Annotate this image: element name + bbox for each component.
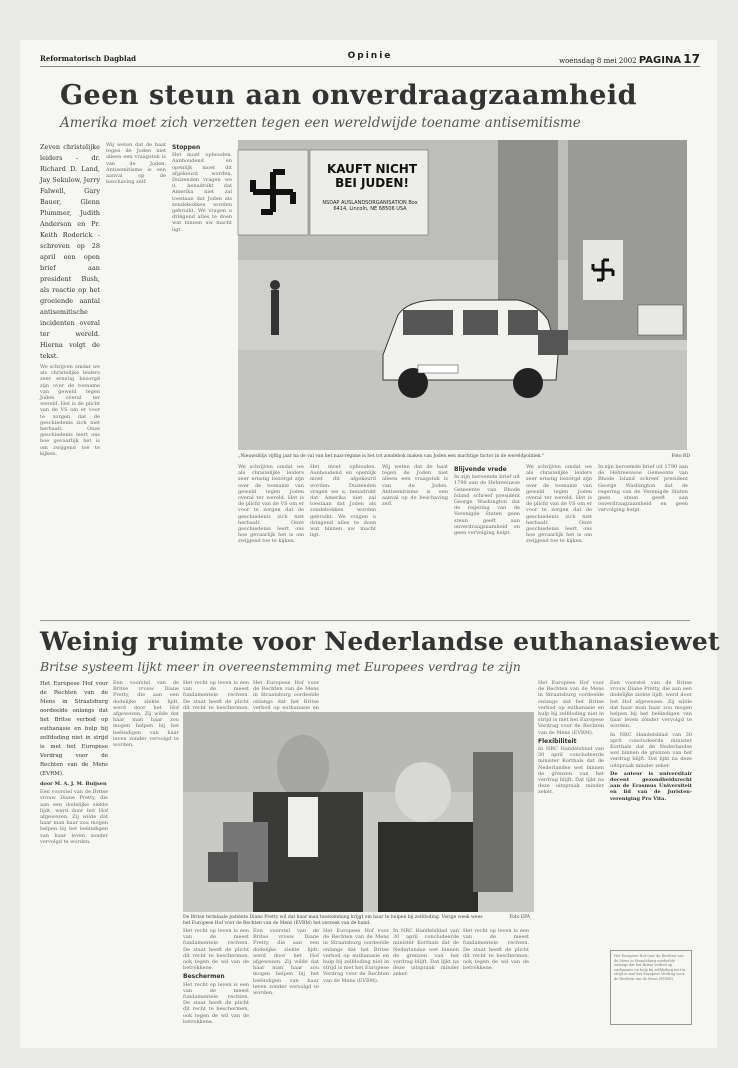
- editorial-info-text: Het Europese Hof voor de Rechten van de Mens in Straatsburg oordeelde onlangs dat het Britse verbod op euthanasie en hulp bij zelfdoding niet in strijd is met het Europese Verdrag voor de Rechten van de Mens (EVRM).: [614, 954, 686, 981]
- article1-body2-cont: Het moet ophouden. Aanhoudend en openlijk moet dit afgekeurd worden. Duizenden vragen we u, benadrukt dat Amerika niet zal toestaan dat Joden als zondebokken worden gebruikt. We vragen u dringend alles te doen wat binnen uw macht ligt.: [310, 464, 376, 539]
- article2-column-6b: [393, 928, 459, 1040]
- article2-body1-top: Het Europese Hof voor de Rechten van de Mens in Straatsburg oordeelde onlangs dat het Britse verbod op euthanasie en: [253, 680, 319, 711]
- article1-column-8: [526, 464, 592, 614]
- article2-body3-c: Het recht op leven is een van de meest fundamentele rechten. De staat heeft de plicht dit recht te beschermen, ook tegen de wil van de betrokkene.: [463, 928, 529, 972]
- article2-column-3: [183, 680, 249, 710]
- article1-photo-caption: „Nieuwsblijs vijftig jaar na de val van het nazi-regime is het tot zondebok maken van Joden een machtige factor in de wereldpolitiek.": [238, 454, 544, 459]
- article1-column-9: [598, 464, 688, 614]
- article2-heading-flexibiliteit: Flexibiliteit: [538, 737, 577, 745]
- article2-column-1: [40, 680, 108, 1040]
- page-label: PAGINA: [638, 55, 682, 66]
- article2-body2-cont: Een voorstel van de Britse vrouw Diane Pretty, die aan een dodelijke ziekte lijdt, werd door het Hof afgewezen. Zij wilde dat haar man haar zou mogen helpen bij het beëindigen van haar leven zonder vervolgd te worden.: [113, 680, 179, 749]
- article2-column-8: [538, 680, 604, 1040]
- article1-column-5: [310, 464, 376, 614]
- article2-column-4b: [253, 928, 319, 1040]
- page-header: [40, 50, 700, 67]
- article1-body3-cont: Wij weten dat de haat tegen de Joden niet alleen een vraagstuk is van de Joden. Antisemitisme is een aanval op de beschaving zelf.: [382, 464, 448, 508]
- article2-body1-c: Het Europese Hof voor de Rechten van de Mens in Straatsburg oordeelde onlangs dat het Britse verbod op euthanasie en hulp bij zelfdoding niet in strijd is met het Europese Verdrag voor de Rechten van de Mens (EVRM).: [538, 680, 604, 736]
- newspaper-page: [20, 40, 720, 1048]
- photo-sign-main: KAUFT NICHT BEI JUDEN!: [326, 162, 418, 190]
- article2-subtitle: Britse systeem lijkt meer in overeenstemming met Europees verdrag te zijn: [40, 659, 521, 674]
- article2-body1-b: Het Europese Hof voor de Rechten van de Mens in Straatsburg oordeelde onlangs dat het Britse verbod op euthanasie en hulp bij zelfdoding niet in strijd is met het Europese Verdrag voor de Rechten van de Mens (EVRM).: [323, 928, 389, 984]
- article2-author-note: De auteur is universitair docent gezondheidsrecht aan de Erasmus Universiteit en lid van de Juristen-vereniging Pro Vita.: [610, 770, 692, 802]
- article1-column-6: [382, 464, 448, 614]
- editorial-info-box: [610, 950, 692, 1025]
- paper-name: Reformatorisch Dagblad: [40, 54, 137, 63]
- article2-body4-b: In NRC Handelsblad van 30 april concludeerde minister Korthals dat de Nederlandse wet binnen de grenzen van het verdrag blijft. Dat lijkt na deze uitspraak minder zeker.: [393, 928, 459, 978]
- article2-photo-caption: De Britse terminale patiënte Diane Pretty wil dat haar man toestemming krijgt om haar te helpen bij zelfdoding. Vorige week wees het Europese Hof voor de Rechten van de Mens (EVRM) het verzoek van de hand.: [183, 915, 483, 926]
- article1-body1: We schrijven omdat we als christelijke leiders zeer ernstig bezorgd zijn over de toename van geweld tegen Joden overal ter wereld. Het is de plicht van de VS om er voor te zorgen dat de geschiedenis zich niet herhaalt. Onze geschiedenis leert ons hoe gevaarlijk het is om zwijgend toe te kijken.: [40, 364, 100, 457]
- article1-body1-cont: We schrijven omdat we als christelijke leiders zeer ernstig bezorgd zijn over de toename van geweld tegen Joden overal ter wereld. Het is de plicht van de VS om er voor te zorgen dat de geschiedenis zich niet herhaalt. Onze geschiedenis leert ons hoe gevaarlijk het is om zwijgend toe te kijken.: [238, 464, 304, 545]
- article2-photo-credit: Foto EPA: [509, 915, 530, 920]
- article2-heading-beschermen: Beschermen: [183, 973, 225, 981]
- article2-body2: Een voorstel van de Britse vrouw Diane Pretty, die aan een dodelijke ziekte lijdt, werd door het Hof afgewezen. Zij wilde dat haar man haar zou mogen helpen bij het beëindigen van haar leven zonder vervolgd te worden.: [40, 789, 108, 845]
- article2-column-3b: [183, 928, 249, 1040]
- article2-column-2: [113, 680, 179, 1040]
- article2-title: Weinig ruimte voor Nederlandse euthanasiewet: [40, 627, 720, 656]
- article1-subtitle: Amerika moet zich verzetten tegen een wereldwijde toename antisemitisme: [60, 115, 581, 131]
- article2-body4-c: In NRC Handelsblad van 30 april concludeerde minister Korthals dat de Nederlandse wet binnen de grenzen van het verdrag blijft. Dat lijkt na deze uitspraak minder zeker.: [538, 746, 604, 796]
- article1-body2: Het moet ophouden. Aanhoudend en openlijk moet dit afgekeurd worden. Duizenden vragen we u, benadrukt dat Amerika niet zal toestaan dat Joden als zondebokken worden gebruikt. We vragen u dringend alles te doen wat binnen uw macht ligt.: [172, 152, 232, 233]
- article2-photo: [183, 712, 534, 912]
- article1-photo-credit: Foto RD: [671, 454, 690, 459]
- article2-body3-top: Het recht op leven is een van de meest fundamentele rechten. De staat heeft de plicht dit recht te beschermen,: [183, 680, 249, 711]
- article1-column-2: [106, 142, 166, 614]
- photo-sign-sub: NSDAP AUSLANDSORGANISATION Box 6414, Lincoln, NE 68506 USA: [322, 200, 418, 212]
- date-label: woensdag 8 mei 2002: [559, 57, 637, 65]
- article2-body2-b: Een voorstel van de Britse vrouw Diane Pretty, die aan een dodelijke ziekte lijdt, werd door het Hof afgewezen. Zij wilde dat haar man haar zou mogen helpen bij het beëindigen van haar leven zonder vervolgd te worden.: [253, 928, 319, 997]
- article2-column-5b: [323, 928, 389, 1040]
- article1-body4-end: In zijn beroemde brief uit 1790 aan de Hebreeuwse Gemeente van Rhode Island schreef president George Washington dat de regering van de Verenigde Staten geen steun geeft aan onverdraagzaamheid en geen vervolging helpt.: [598, 464, 688, 514]
- section-label: Opinie: [347, 51, 393, 61]
- article1-body4: In zijn beroemde brief uit 1790 aan de Hebreeuwse Gemeente van Rhode Island schreef president George Washington dat de regering van de Verenigde Staten geen steun geeft aan onverdraagzaamheid en geen vervolging helpt.: [454, 474, 520, 537]
- article2-column-7b: [463, 928, 529, 1040]
- article1-column-3: [172, 142, 232, 614]
- article1-column-7: [454, 464, 520, 614]
- article2-body1: Het Europese Hof voor de Rechten van de Mens in Straatsburg oordeelde onlangs dat het Britse verbod op euthanasie en hulp bij zelfdoding niet in strijd is met het Europese Verdrag voor de Rechten van de Mens (EVRM).: [40, 681, 108, 777]
- article-divider: [40, 620, 690, 621]
- article1-heading-vrede: Blijvende vrede: [454, 466, 507, 473]
- article2-body3-a: Het recht op leven is een van de meest fundamentele rechten. De staat heeft de plicht dit recht te beschermen, ook tegen de wil van de betrokkene.: [183, 928, 249, 972]
- article1-heading-stoppen: Stoppen: [172, 144, 201, 151]
- article1-body3: Wij weten dat de haat tegen de Joden niet alleen een vraagstuk is van de Joden. Antisemitisme is een aanval op de beschaving zelf.: [106, 142, 166, 186]
- article1-photo: [238, 140, 687, 450]
- article2-body2-c: Een voorstel van de Britse vrouw Diane Pretty, die aan een dodelijke ziekte lijdt, werd door het Hof afgewezen. Zij wilde dat haar man haar zou mogen helpen bij het beëindigen van haar leven zonder vervolgd te worden.: [610, 680, 692, 730]
- article1-body1-end: We schrijven omdat we als christelijke leiders zeer ernstig bezorgd zijn over de toename van geweld tegen Joden overal ter wereld. Het is de plicht van de VS om er voor te zorgen dat de geschiedenis zich niet herhaalt. Onze geschiedenis leert ons hoe gevaarlijk het is om zwijgend toe te kijken.: [526, 464, 592, 545]
- article2-byline: door M. A. J. M. Buijsen: [40, 781, 107, 787]
- article2-column-4: [253, 680, 319, 710]
- article1-column-1: [40, 142, 100, 614]
- page-number: 17: [683, 52, 700, 66]
- article2-body3-b: Het recht op leven is een van de meest fundamentele rechten. De staat heeft de plicht dit recht te beschermen, ook tegen de wil van de betrokkene.: [183, 981, 249, 1025]
- date-page: [559, 52, 700, 66]
- article1-title: Geen steun aan onverdraagzaamheid: [60, 80, 638, 111]
- article1-lead: Zeven christelijke leiders - dr. Richard D. Land, Jay Sekulow, Jerry Falwell, Gary Bauer, Glenn Plummer, Judith Anderson en Pr. Keith Roderick - schreven op 28 april een open brief aan president Bush, als reactie op het groeiende aantal antisemitische incidenten overal ter wereld. Hierna volgt de tekst.: [40, 143, 100, 360]
- article1-column-4: [238, 464, 304, 614]
- article2-body4-d: In NRC Handelsblad van 30 april concludeerde minister Korthals dat de Nederlandse wet binnen de grenzen van het verdrag blijft. Dat lijkt na deze uitspraak minder zeker.: [610, 731, 692, 769]
- article2-column-9: [610, 680, 692, 945]
